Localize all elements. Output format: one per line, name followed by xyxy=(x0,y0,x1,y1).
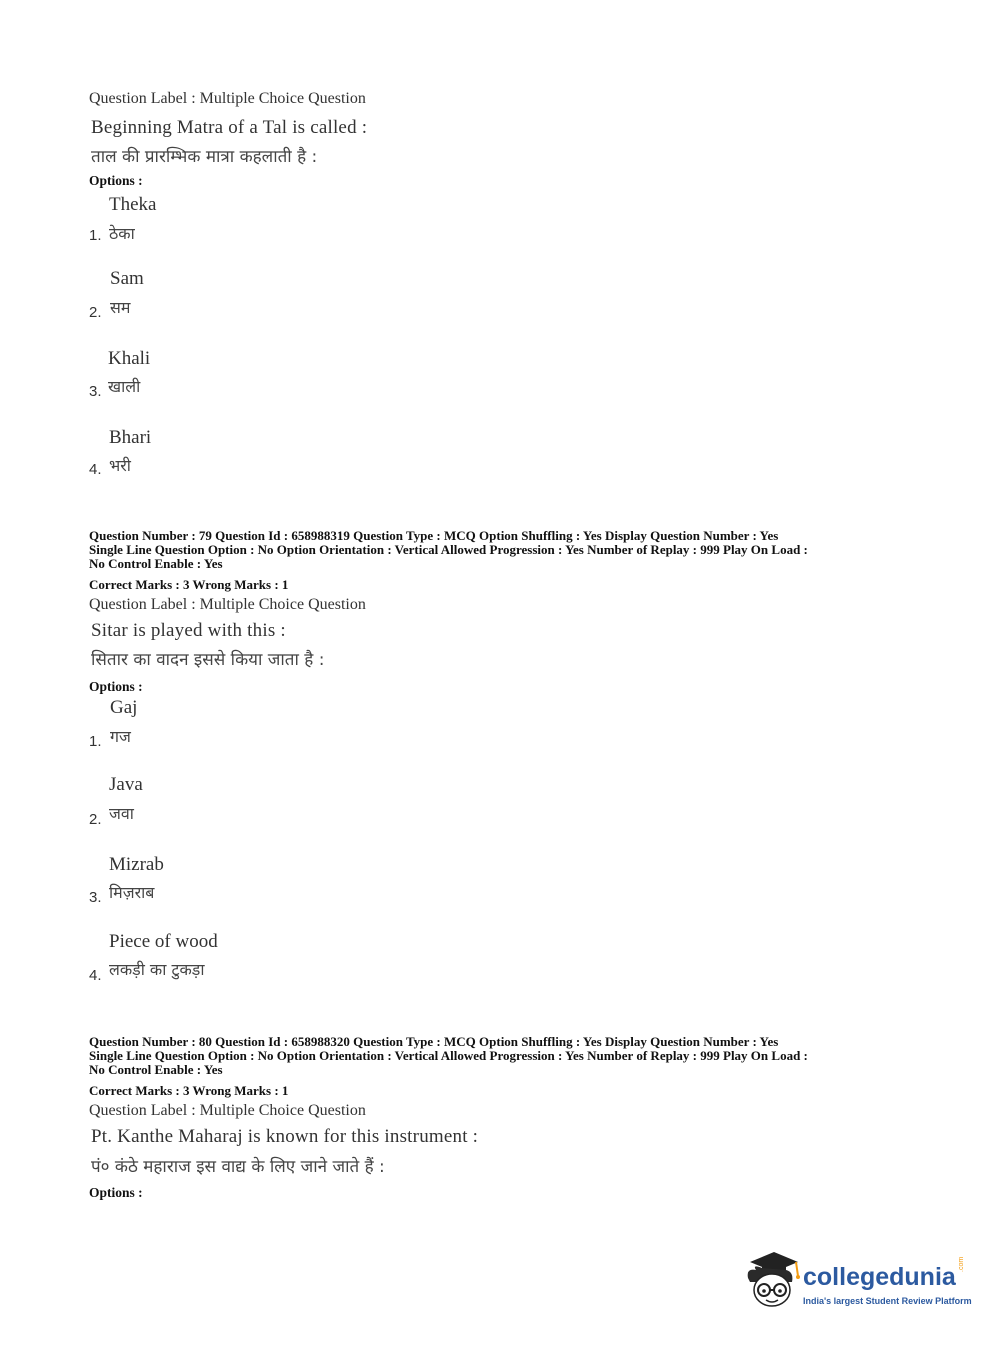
option-1-number: 1. xyxy=(89,733,102,750)
option-1-hi[interactable]: ठेका xyxy=(109,224,135,243)
question-text-hi: पं० कंठे महाराज इस वाद्य के लिए जाने जाते हैं : xyxy=(91,1157,385,1177)
question-label: Question Label : Multiple Choice Question xyxy=(89,596,366,613)
option-4-en[interactable]: Bhari xyxy=(109,427,152,448)
option-1-number: 1. xyxy=(89,227,102,244)
option-3-number: 3. xyxy=(89,383,102,400)
option-3-hi[interactable]: मिज़राब xyxy=(109,883,155,902)
options-label: Options : xyxy=(89,1185,143,1200)
brand-domain: .com xyxy=(958,1256,965,1272)
brand-name: collegedunia xyxy=(803,1263,956,1291)
question-label: Question Label : Multiple Choice Question xyxy=(89,1102,366,1119)
brand-tagline: India's largest Student Review Platform xyxy=(803,1296,972,1306)
question-text-en: Sitar is played with this : xyxy=(91,620,286,641)
question-meta-line-2: Single Line Question Option : No Option Orientation : Vertical Allowed Progression : Yes Number of Replay : 999 Play On Load : xyxy=(89,542,808,557)
question-meta-line-1: Question Number : 80 Question Id : 658988320 Question Type : MCQ Option Shuffling : Yes Display Question Number : Yes xyxy=(89,1034,779,1049)
question-text-en: Pt. Kanthe Maharaj is known for this instrument : xyxy=(91,1126,479,1147)
option-3-en[interactable]: Khali xyxy=(108,348,151,369)
question-marks: Correct Marks : 3 Wrong Marks : 1 xyxy=(89,1083,289,1098)
option-2-hi[interactable]: सम xyxy=(110,298,131,317)
option-3-number: 3. xyxy=(89,889,102,906)
question-meta-line-1: Question Number : 79 Question Id : 658988319 Question Type : MCQ Option Shuffling : Yes Display Question Number : Yes xyxy=(89,528,779,543)
options-label: Options : xyxy=(89,679,143,694)
option-1-hi[interactable]: गज xyxy=(110,727,131,746)
options-label: Options : xyxy=(89,173,143,188)
option-2-hi[interactable]: जवा xyxy=(109,804,134,823)
option-4-hi[interactable]: भरी xyxy=(109,456,131,475)
mascot-graduation-cap-icon xyxy=(742,1248,802,1308)
option-1-en[interactable]: Theka xyxy=(109,194,157,215)
question-text-en: Beginning Matra of a Tal is called : xyxy=(91,117,368,138)
option-3-hi[interactable]: खाली xyxy=(108,377,141,396)
option-4-hi[interactable]: लकड़ी का टुकड़ा xyxy=(109,960,205,979)
option-1-en[interactable]: Gaj xyxy=(110,697,138,718)
option-3-en[interactable]: Mizrab xyxy=(109,854,164,875)
question-label: Question Label : Multiple Choice Question xyxy=(89,90,366,107)
question-marks: Correct Marks : 3 Wrong Marks : 1 xyxy=(89,577,289,592)
option-4-number: 4. xyxy=(89,461,102,478)
question-meta-line-3: No Control Enable : Yes xyxy=(89,1062,223,1077)
option-4-number: 4. xyxy=(89,967,102,984)
question-text-hi: सितार का वादन इससे किया जाता है : xyxy=(91,650,325,670)
option-2-number: 2. xyxy=(89,811,102,828)
option-2-en[interactable]: Java xyxy=(109,774,143,795)
question-meta-line-2: Single Line Question Option : No Option Orientation : Vertical Allowed Progression : Yes Number of Replay : 999 Play On Load : xyxy=(89,1048,808,1063)
option-2-en[interactable]: Sam xyxy=(110,268,144,289)
question-meta-line-3: No Control Enable : Yes xyxy=(89,556,223,571)
option-4-en[interactable]: Piece of wood xyxy=(109,931,218,952)
option-2-number: 2. xyxy=(89,304,102,321)
question-text-hi: ताल की प्रारम्भिक मात्रा कहलाती है : xyxy=(91,147,318,167)
